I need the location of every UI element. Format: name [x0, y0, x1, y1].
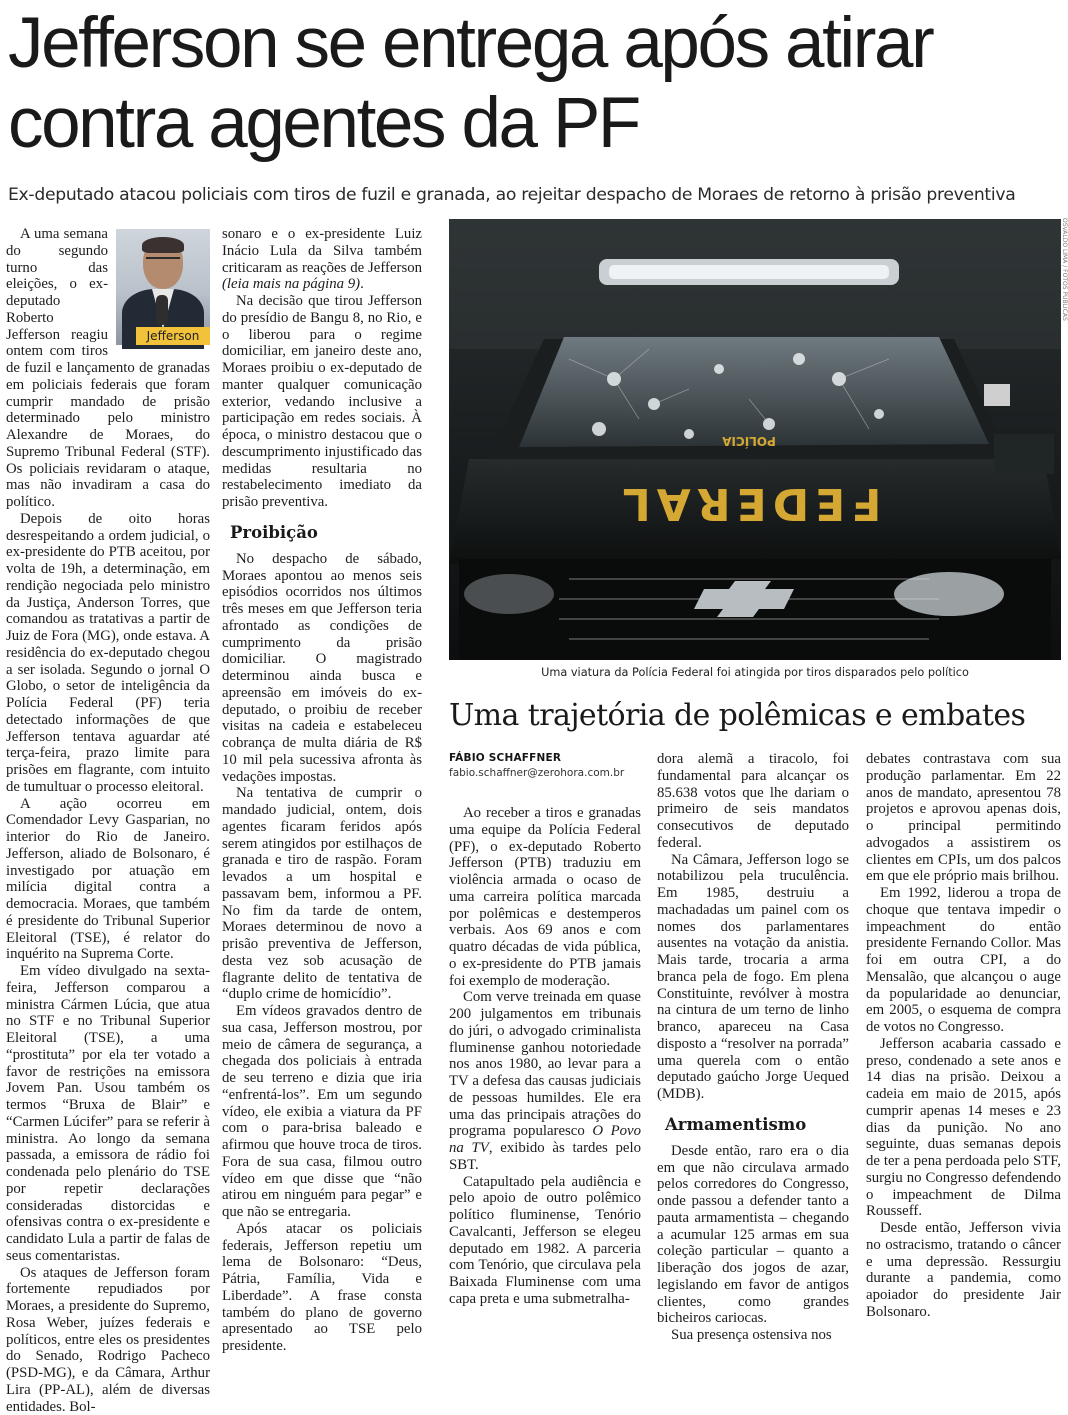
- paragraph: Depois de oito horas desrespeitando a ordem judicial, o ex-presidente do PTB aceitou, por volta de 19h, a determinação, em rendição negociada pelo ministro da Justiça, Anderson Torres, que comandou as tratativas a partir de Juiz de Fora (MG), onde estava. A residência do ex-deputado chegou a ser isolada. Segundo o jornal O Globo, o setor de inteligência da Polícia Federal (PF) teria detectado informações de que Jefferson tentava aguardar até terça-feira, prazo limite para prisões em flagrante, com intuito de tumultuar o processo eleitoral.: [6, 511, 210, 796]
- mugshot-caption: Jefferson: [136, 327, 210, 345]
- paragraph: Desde então, Jefferson vivia no ostracismo, tratando o câncer e uma depressão. Ressurgiu durante a pandemia, como apoiador do presidente Jair Bolsonaro.: [866, 1220, 1061, 1321]
- paragraph: Ao receber a tiros e granadas uma equipe da Polícia Federal (PF), o ex-deputado Roberto Jefferson (PTB) traduziu em violência armada o ocaso de uma carreira política marcada por polêmicas e destemperos verbais. Aos 69 anos e com quatro décadas de vida pública, o ex-presidente do PTB jamais foi exemplo de moderação.: [449, 805, 641, 989]
- paragraph: Desde então, raro era o dia em que não circulava armado pelos corredores do Congresso, onde passou a defender tanto a pauta armamentista – chegando a acumular 125 armas em sua coleção particular – quanto a liberação dos jogos de azar, legislando em favor de antigos clientes, como grandes bicheiros cariocas.: [657, 1143, 849, 1327]
- paragraph: Sua presença ostensiva nos: [657, 1327, 849, 1344]
- paragraph-text: , exibido às tardes pelo SBT.: [449, 1140, 641, 1173]
- paragraph: Após atacar os policiais federais, Jefferson repetiu um lema de Bolsonaro: “Deus, Pátria, Família, Vida e Liberdade”. A frase consta também do plano de governo apresentado ao TSE pelo presidente.: [222, 1221, 422, 1355]
- hood-federal-text: FEDERAL: [617, 478, 882, 529]
- sidebar-column-2: [657, 751, 849, 1344]
- paragraph: Na tentativa de cumprir o mandado judicial, ontem, dois agentes ficaram feridos após serem atingidos por estilhaços de granada e tiro de raspão. Foram levados a um hospital e passavam bem, informou a PF. No fim da tarde de ontem, Moraes determinou de novo a prisão preventiva de Jefferson, desta vez sob acusação de flagrante delito de tentativa de “duplo crime de homicídio”.: [222, 785, 422, 1003]
- byline: [449, 751, 641, 781]
- photo-caption: Uma viatura da Polícia Federal foi atingida por tiros disparados pelo político: [449, 665, 1061, 681]
- subhead-proibicao: Proibição: [230, 523, 422, 543]
- paragraph: Na Câmara, Jefferson logo se notabilizou pela truculência. Em 1985, destruiu a machadadas um painel com os nomes dos parlamentares ausentes na votação da anistia. Mais tarde, trocaria a arma branca pela de fogo. Em plena Constituinte, revólver à mostra na cintura de um terno de linho branco, apareceu na Casa disposto a “resolver na porrada” uma querela com o então deputado gaúcho Jorge Uequed (MDB).: [657, 852, 849, 1103]
- sidebar-column-3: [866, 751, 1061, 1321]
- photo-credit: OSVALDO LIMA / FOTOS PÚBLICAS: [1062, 218, 1068, 368]
- author-name: FÁBIO SCHAFFNER: [449, 751, 641, 765]
- tv-program-name: O Povo na TV: [449, 1123, 641, 1156]
- paragraph: Em 1992, liderou a tropa de choque que tentava impedir o impeachment do então presidente Fernando Collor. Mas foi em outra CPI, a do Mensalão, que alcançou o auge da popularidade ao denunciar, em 2005, o esquema de compra de votos no Congresso.: [866, 885, 1061, 1036]
- sidebar-title: Uma trajetória de polêmicas e embates: [449, 696, 1061, 736]
- paragraph-text: Com verve treinada em quase 200 julgamentos em tribunais do júri, o advogado criminalista fluminense ganhou notoriedade nos anos 1980, ao levar para a TV a defesa das causas judiciais de pessoas humildes. Ele era uma das principais atrações do programa popularesco: [449, 989, 641, 1139]
- deck: Ex-deputado atacou policiais com tiros de fuzil e granada, ao rejeitar despacho de Moraes de retorno à prisão preventiva: [8, 183, 1063, 207]
- paragraph: Na decisão que tirou Jefferson do presídio de Bangu 8, no Rio, e o liberou para o regime domiciliar, em janeiro deste ano, Moraes proibiu o ex-deputado de manter qualquer comunicação exterior, vedando inclusive a participação em redes sociais. À época, o ministro destacou que o descumprimento injustificado das medidas resultaria no restabelecimento imediato da prisão preventiva.: [222, 293, 422, 511]
- paragraph: [449, 989, 641, 1173]
- mugshot-photo: [116, 229, 210, 345]
- paragraph: Em vídeos gravados dentro de sua casa, Jefferson mostrou, por meio de câmera de segurança, a chegada dos policiais à entrada de seu terreno e dizia que iria “enfrentá-los”. Em um segundo vídeo, ele exibia a viatura da PF com o para-brisa baleado e afirmou que houve troca de tiros. Fora de sua casa, filmou outro vídeo em que disse que “não atirou em ninguém para pegar” e que não se entregaria.: [222, 1003, 422, 1221]
- subhead-armamentismo: Armamentismo: [665, 1115, 849, 1135]
- paragraph: Em vídeo divulgado na sexta-feira, Jefferson comparou a ministra Cármen Lúcia, que atua no STF e no Tribunal Superior Eleitoral (TSE), a uma “prostituta” por ela ter votado a favor de restrições na emissora Jovem Pan. Usou também os termos “Bruxa de Blair” e “Carmen Lúcifer” para se referir à ministra. Ao longo da semana passada, a emissora de rádio foi condenada pelo plenário do TSE por repetir declarações consideradas distorcidas e ofensivas contra o ex-presidente e candidato Lula a partir de falas de seus comentaristas.: [6, 963, 210, 1265]
- paragraph: A ação ocorreu em Comendador Levy Gasparian, no interior do Rio de Janeiro. Jefferson, aliado de Bolsonaro, é investigado por atuação em milícia digital contra a democracia. Moraes, que também é presidente do Tribunal Superior Eleitoral (TSE), é relator do inquérito na Suprema Corte.: [6, 796, 210, 964]
- main-story-column-2: [222, 226, 422, 1355]
- police-car-photo: [449, 219, 1061, 660]
- paragraph: Catapultado pela audiência e pelo apoio de outro polêmico político fluminense, Tenório Cavalcanti, Jefferson se elegeu deputado em 1982. A parceria com Tenório, que circulava pela Baixada Fluminense com uma capa preta e uma submetralha-: [449, 1174, 641, 1308]
- sidebar-column-1: [449, 805, 641, 1308]
- paragraph: A uma semana do segundo turno das eleições, o ex-deputado Roberto Jefferson reagiu ontem com tiros de fuzil e lançamento de granadas em policiais federais que foram cumprir mandado de prisão determinado pelo ministro Alexandre de Moraes, do Supremo Tribunal Federal (STF). Os policiais revidaram o ataque, mas não invadiram a casa do político.: [6, 226, 210, 511]
- paragraph: No despacho de sábado, Moraes apontou ao menos seis episódios ocorridos nos últimos três meses em que Jefferson teria afrontado as condições de cumprimento da prisão domiciliar. O magistrado determinou ainda busca e apreensão em imóveis do ex-deputado, o proibiu de receber visitas na cadeia e estabeleceu cobrança de multa diária de R$ 10 mil pela sucessiva afronta às vedações impostas.: [222, 551, 422, 786]
- hood-small-text: POLÍCIA: [721, 434, 775, 449]
- paragraph: [222, 226, 422, 293]
- main-story-column-1: [6, 226, 210, 1415]
- paragraph: Jefferson acabaria cassado e preso, condenado a sete anos e 14 dias na prisão. Deixou a cadeia em maio de 2015, após cumprir apenas 14 meses e 23 dias da punição. No ano seguinte, duas semanas depois de ter a pena perdoada pelo STF, surgiu no Congresso defendendo o impeachment de Dilma Rousseff.: [866, 1036, 1061, 1220]
- paragraph: Os ataques de Jefferson foram fortemente repudiados por Moraes, a presidente do Supremo, Rosa Weber, juízes federais e políticos, entre eles os presidentes do Senado, Rodrigo Pacheco (PSD-MG), e da Câmara, Arthur Lira (PP-AL), além de diversas entidades. Bol-: [6, 1265, 210, 1415]
- punctuation: .: [360, 276, 364, 292]
- author-email[interactable]: fabio.schaffner@zerohora.com.br: [449, 765, 641, 781]
- paragraph-text: sonaro e o ex-presidente Luiz Inácio Lula da Silva também criticaram as reações de Jefferson: [222, 226, 422, 276]
- page-reference: (leia mais na página 9): [222, 276, 360, 292]
- paragraph: dora alemã a tiracolo, foi fundamental para alcançar os 85.638 votos que lhe dariam o primeiro de seis mandatos consecutivos de deputado federal.: [657, 751, 849, 852]
- paragraph: debates contrastava com sua produção parlamentar. Em 22 anos de mandato, apresentou 78 projetos e aprovou apenas dois, o principal permitindo advogados a assistirem os clientes em CPIs, um dos palcos em que ele próprio mais brilhou.: [866, 751, 1061, 885]
- headline: Jefferson se entrega após atirar contra agentes da PF: [8, 4, 1063, 164]
